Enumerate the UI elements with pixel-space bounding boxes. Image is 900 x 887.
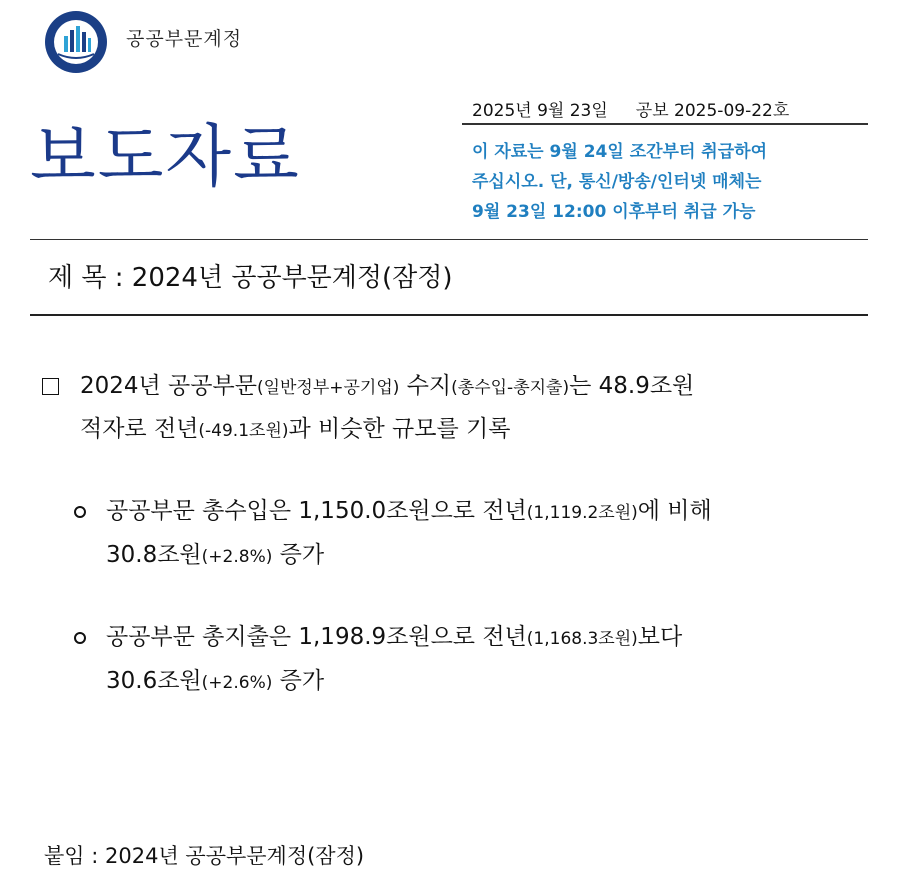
sub-point-text: 공공부문 총지출은 1,198.9조원으로 전년 — [106, 624, 527, 650]
sub-point-text: 보다 — [637, 624, 683, 650]
main-point-text: 는 48.9조원 — [569, 373, 695, 399]
sub-point-note: (1,168.3조원) — [526, 629, 638, 649]
sub-point-text: 에 비해 — [637, 498, 712, 524]
attachment-line: 붙임 : 2024년 공공부문계정(잠정) — [44, 844, 365, 868]
bulletin-number: 공보 2025-09-22호 — [635, 101, 790, 121]
subject-line: 제 목 : 2024년 공공부문계정(잠정) — [48, 263, 453, 293]
embargo-notice — [472, 137, 872, 227]
divider — [30, 239, 868, 240]
sub-point-note: (1,119.2조원) — [526, 503, 638, 523]
divider — [30, 314, 868, 316]
main-point-text: 수지 — [399, 373, 452, 399]
sub-point-note: (+2.6%) — [201, 673, 273, 693]
sub-point — [74, 490, 874, 578]
sub-point-text: 공공부문 총수입은 1,150.0조원으로 전년 — [106, 498, 527, 524]
sub-point-text: 증가 — [272, 542, 325, 568]
circle-bullet-icon — [74, 632, 86, 644]
main-point-text: 적자로 전년 — [80, 416, 199, 442]
checkbox-bullet-icon — [42, 378, 59, 395]
org-name: 공공부문계정 — [126, 28, 243, 50]
circle-bullet-icon — [74, 506, 86, 518]
sub-point-text: 증가 — [272, 668, 325, 694]
main-point — [42, 366, 862, 452]
page-title: 보도자료 — [30, 118, 301, 197]
sub-point-text: 30.8조원 — [106, 542, 202, 568]
release-date: 2025년 9월 23일 — [472, 101, 608, 121]
main-point-text: 과 비슷한 규모를 기록 — [288, 416, 511, 442]
main-point-note: (-49.1조원) — [198, 421, 289, 441]
sub-point-note: (+2.8%) — [201, 547, 273, 567]
header-rule — [462, 123, 868, 125]
sub-point-text: 30.6조원 — [106, 668, 202, 694]
main-point-note: (일반정부+공기업) — [256, 378, 400, 398]
main-point-note: (총수입-총지출) — [451, 378, 570, 398]
sub-point — [74, 616, 874, 704]
embargo-line: 이 자료는 9월 24일 조간부터 취급하여 — [472, 142, 767, 162]
embargo-line: 주십시오. 단, 통신/방송/인터넷 매체는 — [472, 172, 762, 192]
statistics-korea-logo — [44, 10, 108, 74]
main-point-text: 2024년 공공부문 — [80, 373, 257, 399]
date-line — [472, 96, 789, 121]
embargo-line: 9월 23일 12:00 이후부터 취급 가능 — [472, 202, 756, 222]
